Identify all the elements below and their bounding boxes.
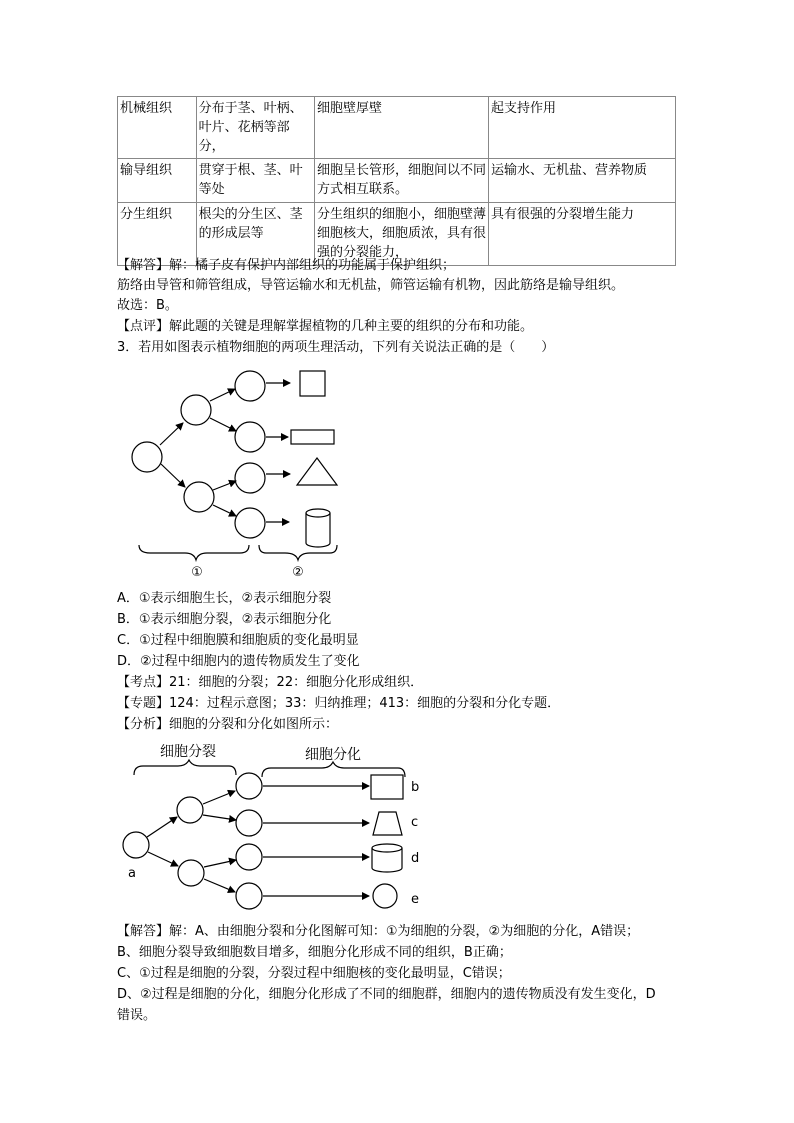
cell-circle bbox=[236, 810, 262, 836]
table-cell: 分生组织 bbox=[118, 203, 197, 266]
table-cell: 具有很强的分裂增生能力 bbox=[489, 203, 676, 266]
kaodian-line: 【考点】21：细胞的分裂；22：细胞分化形成组织． bbox=[117, 675, 424, 690]
label-c: c bbox=[411, 815, 419, 830]
label-d: d bbox=[411, 851, 420, 866]
answer2-line-1: 【解答】解：A、由细胞分裂和分化图解可知：①为细胞的分裂，②为细胞的分化，A错误； bbox=[117, 924, 640, 939]
arrow bbox=[147, 817, 177, 837]
label-e: e bbox=[411, 892, 419, 907]
label-process-2: ② bbox=[292, 565, 304, 580]
table-cell: 分生组织的细胞小，细胞壁薄细胞核大，细胞质浓，具有很强的分裂能力， bbox=[314, 203, 488, 266]
label-a: a bbox=[128, 866, 136, 881]
table-cell: 起支持作用 bbox=[489, 97, 676, 159]
answer-choice: 故选：B。 bbox=[117, 298, 178, 313]
answer-line: 筋络由导管和筛管组成，导管运输水和无机盐，筛管运输有机物，因此筋络是输导组织。 bbox=[117, 278, 625, 293]
cylinder-top bbox=[372, 844, 402, 852]
answer-heading: 【解答】解：橘子皮有保护内部组织的功能属于保护组织； bbox=[117, 258, 456, 273]
table-cell: 根尖的分生区、茎的形成层等 bbox=[196, 203, 314, 266]
fenxi-line: 【分析】细胞的分裂和分化如图所示： bbox=[117, 717, 339, 732]
comment-line: 【点评】解此题的关键是理解掌握植物的几种主要的组织的分布和功能。 bbox=[117, 319, 534, 334]
label-cell-division: 细胞分裂 bbox=[160, 744, 216, 760]
cell-circle bbox=[123, 832, 149, 858]
option-a: A．①表示细胞生长，②表示细胞分裂 bbox=[117, 591, 332, 606]
table-cell: 分布于茎、叶柄、叶片、花柄等部分， bbox=[196, 97, 314, 159]
answer2-line-4: D、②过程是细胞的分化，细胞分化形成了不同的细胞群，细胞内的遗传物质没有发生变化，D bbox=[117, 987, 656, 1002]
trapezoid-shape bbox=[373, 812, 402, 835]
answer2-line-2: B、细胞分裂导致细胞数目增多，细胞分化形成不同的组织，B正确； bbox=[117, 945, 512, 960]
arrow bbox=[203, 815, 236, 820]
arrow bbox=[204, 879, 235, 892]
table-cell: 细胞壁厚壁 bbox=[314, 97, 488, 159]
label-b: b bbox=[411, 780, 420, 795]
cell-circle bbox=[236, 844, 262, 870]
cell-circle bbox=[373, 884, 397, 908]
table-cell: 运输水、无机盐、营养物质 bbox=[489, 159, 676, 203]
option-d: D．②过程中细胞内的遗传物质发生了变化 bbox=[117, 654, 360, 669]
label-cell-differentiation: 细胞分化 bbox=[305, 747, 361, 763]
arrow bbox=[203, 791, 235, 804]
arrow bbox=[148, 852, 178, 866]
answer2-line-3: C、①过程是细胞的分裂，分裂过程中细胞核的变化最明显，C错误； bbox=[117, 966, 511, 981]
table-cell: 贯穿于根、茎、叶等处 bbox=[196, 159, 314, 203]
option-c: C．①过程中细胞膜和细胞质的变化最明显 bbox=[117, 633, 359, 648]
zhuanti-line: 【专题】124：过程示意图；33：归纳推理；413：细胞的分裂和分化专题． bbox=[117, 696, 561, 711]
brace-division bbox=[134, 760, 236, 775]
cell-circle bbox=[236, 773, 262, 799]
arrow bbox=[204, 860, 236, 867]
answer2-line-5: 错误。 bbox=[117, 1008, 157, 1023]
cell-circle bbox=[177, 797, 203, 823]
cell-circle bbox=[178, 860, 204, 886]
square-shape bbox=[371, 775, 403, 799]
table-cell: 机械组织 bbox=[118, 97, 197, 159]
label-process-1: ① bbox=[191, 565, 203, 580]
question-3: 3．若用如图表示植物细胞的两项生理活动，下列有关说法正确的是（ ） bbox=[117, 340, 555, 355]
table-cell: 细胞呈长管形，细胞间以不同方式相互联系。 bbox=[314, 159, 488, 203]
cell-circle bbox=[236, 883, 262, 909]
table-cell: 输导组织 bbox=[118, 159, 197, 203]
option-b: B．①表示细胞分裂，②表示细胞分化 bbox=[117, 612, 332, 627]
